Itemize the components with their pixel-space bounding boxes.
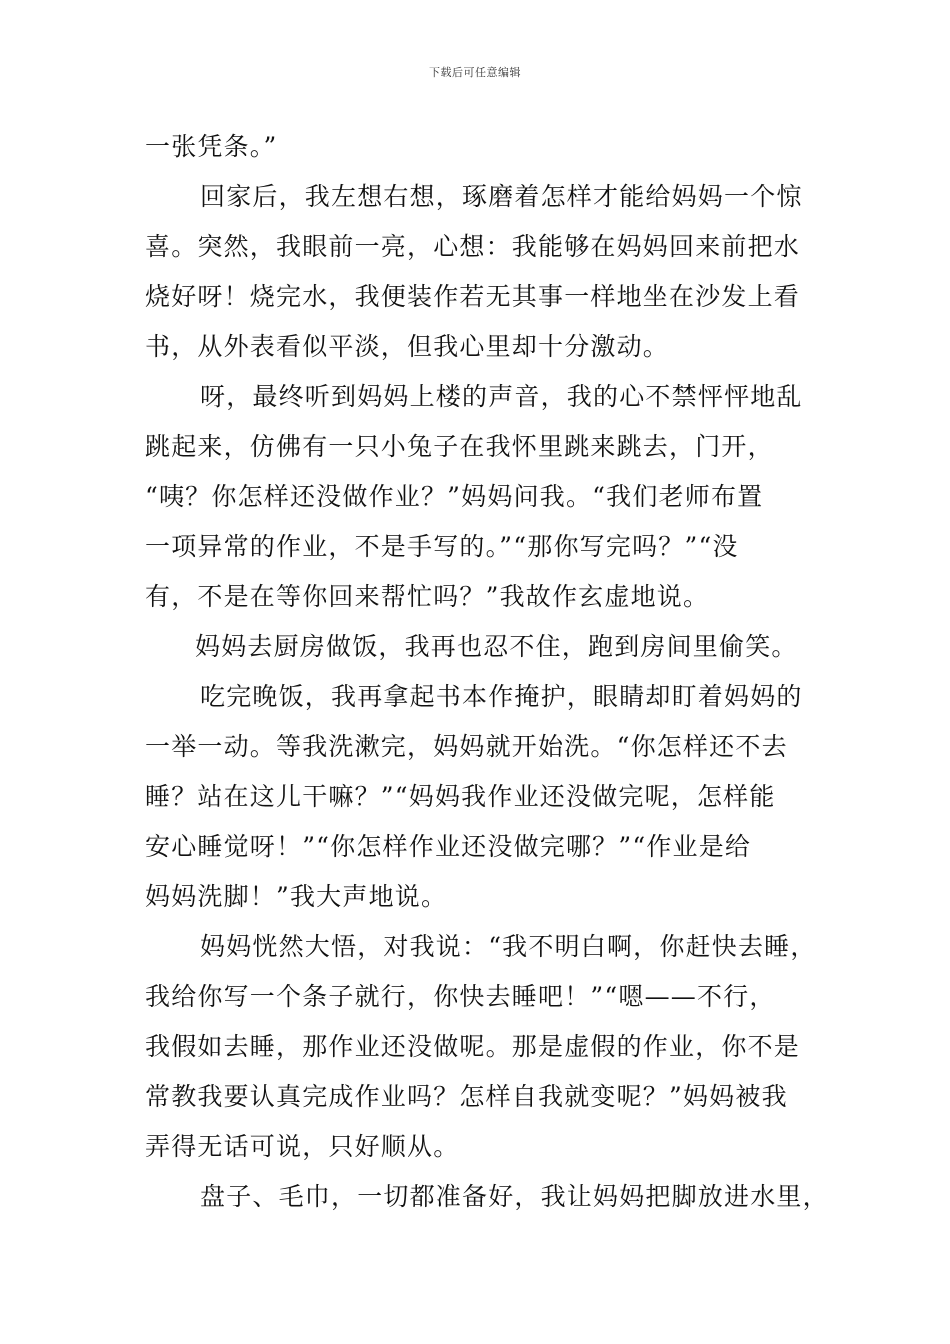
text-line: 吃完晚饭，我再拿起书本作掩护，眼睛却盯着妈妈的 [200,682,803,711]
text-line: 常教我要认真完成作业吗？怎样自我就变呢？”妈妈被我 [145,1082,788,1111]
text-line: 有，不是在等你回来帮忙吗？”我故作玄虚地说。 [145,582,710,611]
text-line: “咦？你怎样还没做作业？”妈妈问我。“我们老师布置 [145,482,764,511]
text-line: 弄得无话可说，只好顺从。 [145,1132,460,1161]
text-line: 一项异常的作业，不是手写的。”“那你写完吗？”“没 [145,532,739,561]
text-line: 喜。突然，我眼前一亮，心想：我能够在妈妈回来前把水 [145,232,801,261]
page-header: 下载后可任意编辑 [429,66,521,79]
text-line: 妈妈恍然大悟，对我说：“我不明白啊，你赶快去睡， [200,932,817,961]
text-line: 一举一动。等我洗漱完，妈妈就开始洗。“你怎样还不去 [145,732,788,761]
text-line: 妈妈洗脚！”我大声地说。 [145,882,448,911]
text-line: 烧好呀！烧完水，我便装作若无其事一样地坐在沙发上看 [145,282,801,311]
body-text [145,122,829,1222]
text-line: 盘子、毛巾，一切都准备好，我让妈妈把脚放进水里， [200,1182,829,1211]
text-line: 安心睡觉呀！”“你怎样作业还没做完哪？”“作业是给 [145,832,752,861]
text-line: 回家后，我左想右想，琢磨着怎样才能给妈妈一个惊 [200,182,803,211]
text-line: 我假如去睡，那作业还没做呢。那是虚假的作业，你不是 [145,1032,801,1061]
text-line: 妈妈去厨房做饭，我再也忍不住，跑到房间里偷笑。 [195,632,798,661]
text-line: 一张凭条。” [145,132,278,161]
text-line: 睡？站在这儿干嘛？”“妈妈我作业还没做完呢，怎样能 [145,782,776,811]
text-line: 呀，最终听到妈妈上楼的声音，我的心不禁怦怦地乱 [200,382,803,411]
text-line: 跳起来，仿佛有一只小兔子在我怀里跳来跳去，门开， [145,432,774,461]
text-line: 书，从外表看似平淡，但我心里却十分激动。 [145,332,670,361]
text-line: 我给你写一个条子就行，你快去睡吧！”“嗯——不行， [145,982,776,1011]
